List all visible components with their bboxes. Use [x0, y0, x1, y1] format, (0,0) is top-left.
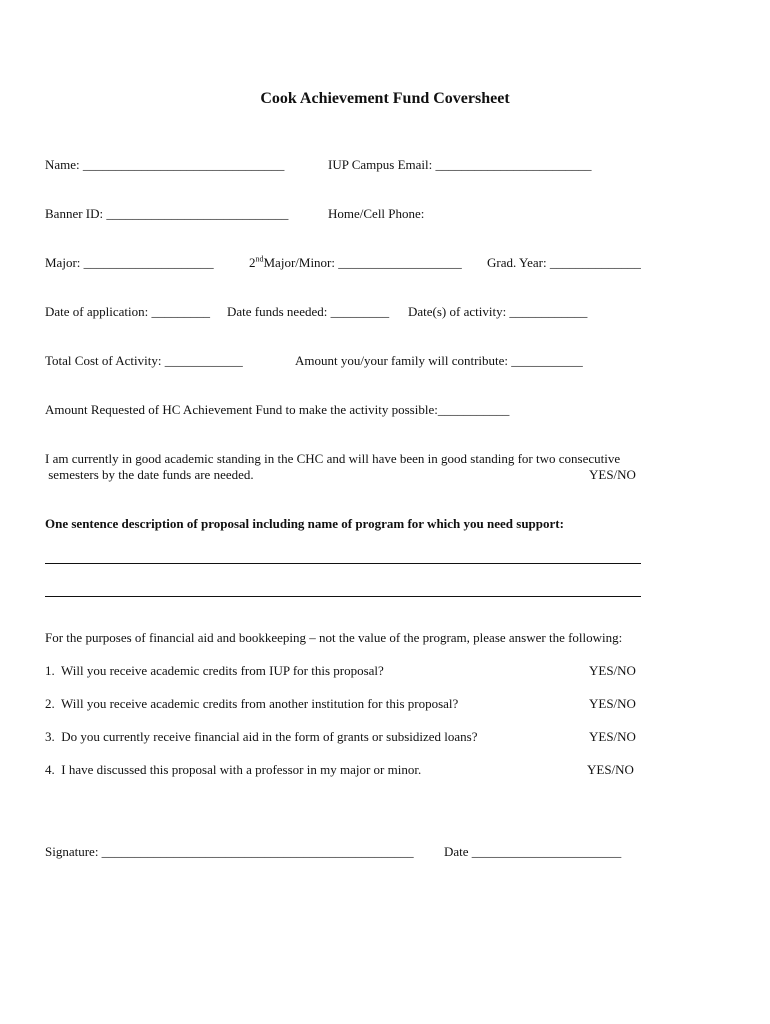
question-1: 1. Will you receive academic credits from IUP for this proposal?: [45, 663, 384, 678]
phone-field: Home/Cell Phone:: [328, 206, 425, 221]
email-field: IUP Campus Email: ________________________: [328, 157, 592, 172]
banner-id-field: Banner ID: ____________________________: [45, 206, 289, 221]
description-prompt: One sentence description of proposal including name of program for which you need support:: [45, 516, 564, 531]
second-major-label: Major/Minor: ___________________: [263, 255, 462, 270]
signature-field: Signature: ________________________________________________: [45, 844, 414, 859]
date-funds-field: Date funds needed: _________: [227, 304, 390, 319]
description-line-1: [45, 563, 641, 564]
description-line-2: [45, 596, 641, 597]
standing-statement-line2: semesters by the date funds are needed.: [45, 467, 254, 482]
question-1-answer: YES/NO: [589, 663, 636, 678]
question-4-answer: YES/NO: [587, 762, 634, 777]
page-title: Cook Achievement Fund Coversheet: [260, 90, 510, 107]
date-field: Date _______________________: [444, 844, 622, 859]
date-application-field: Date of application: _________: [45, 304, 210, 319]
question-2: 2. Will you receive academic credits from another institution for this proposal?: [45, 696, 459, 711]
name-field: Name: _______________________________: [45, 157, 285, 172]
amount-requested-field: Amount Requested of HC Achievement Fund to make the activity possible:___________: [45, 402, 510, 417]
contribution-field: Amount you/your family will contribute: ___________: [295, 353, 583, 368]
question-3-answer: YES/NO: [589, 729, 636, 744]
question-3: 3. Do you currently receive financial aid in the form of grants or subsidized loans?: [45, 729, 478, 744]
date-activity-field: Date(s) of activity: ____________: [408, 304, 588, 319]
standing-statement-line1: I am currently in good academic standing in the CHC and will have been in good standing for two consecutive: [45, 451, 621, 466]
financial-intro: For the purposes of financial aid and bookkeeping – not the value of the program, please answer the following:: [45, 630, 623, 645]
second-major-number: 2: [249, 255, 256, 270]
grad-year-field: Grad. Year: ______________: [487, 255, 641, 270]
question-4: 4. I have discussed this proposal with a professor in my major or minor.: [45, 762, 422, 777]
second-major-ordinal: nd: [255, 254, 264, 264]
standing-answer: YES/NO: [589, 467, 636, 482]
second-major-field: [249, 255, 462, 271]
major-field: Major: ____________________: [45, 255, 214, 270]
total-cost-field: Total Cost of Activity: ____________: [45, 353, 243, 368]
question-2-answer: YES/NO: [589, 696, 636, 711]
